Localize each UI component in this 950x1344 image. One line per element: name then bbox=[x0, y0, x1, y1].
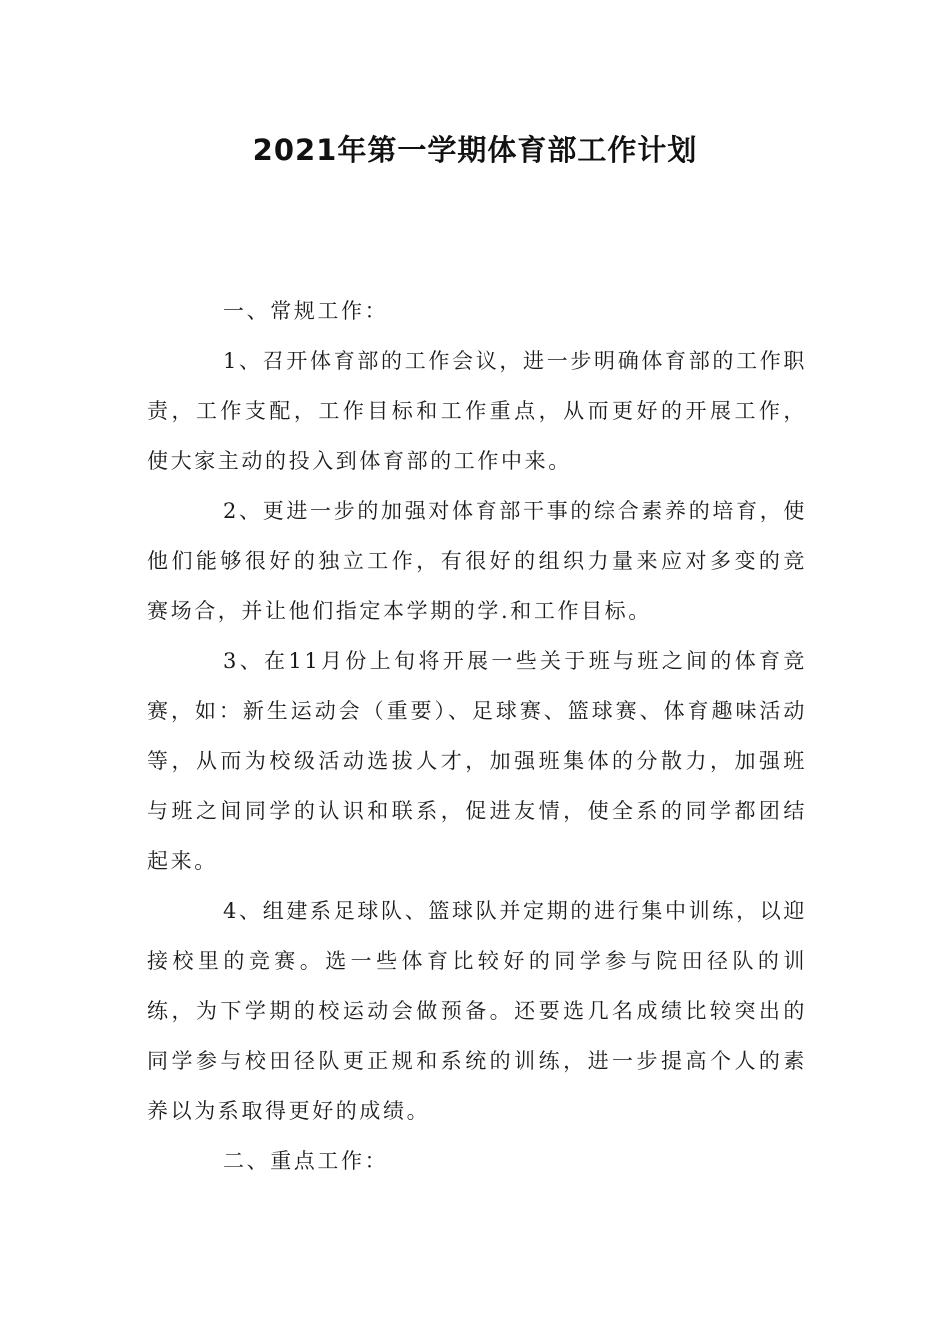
paragraph-item-3: 3、在11月份上旬将开展一些关于班与班之间的体育竞赛，如：新生运动会（重要）、足球赛、篮球赛、体育趣味活动等，从而为校级活动选拔人才，加强班集体的分散力，加强班与班之间同学的认识和联系，促进友情，使全系的同学都团结起来。 bbox=[147, 649, 807, 873]
paragraph-item-4: 4、组建系足球队、篮球队并定期的进行集中训练，以迎接校里的竞赛。选一些体育比较好的同学参与院田径队的训练，为下学期的校运动会做预备。还要选几名成绩比较突出的同学参与校田径队更正规和系统的训练，进一步提高个人的素养以为系取得更好的成绩。 bbox=[147, 899, 807, 1123]
paragraph-item-1: 1、召开体育部的工作会议，进一步明确体育部的工作职责，工作支配，工作目标和工作重点，从而更好的开展工作，使大家主动的投入到体育部的工作中来。 bbox=[147, 349, 807, 473]
document-title: 2021年第一学期体育部工作计划 bbox=[252, 133, 698, 167]
section-heading-routine: 一、常规工作： bbox=[223, 299, 389, 323]
paragraph-item-2: 2、更进一步的加强对体育部干事的综合素养的培育，使他们能够很好的独立工作，有很好的组织力量来应对多变的竞赛场合，并让他们指定本学期的学.和工作目标。 bbox=[147, 499, 807, 623]
document-body bbox=[147, 286, 807, 1186]
section-heading-key: 二、重点工作： bbox=[223, 1149, 389, 1173]
